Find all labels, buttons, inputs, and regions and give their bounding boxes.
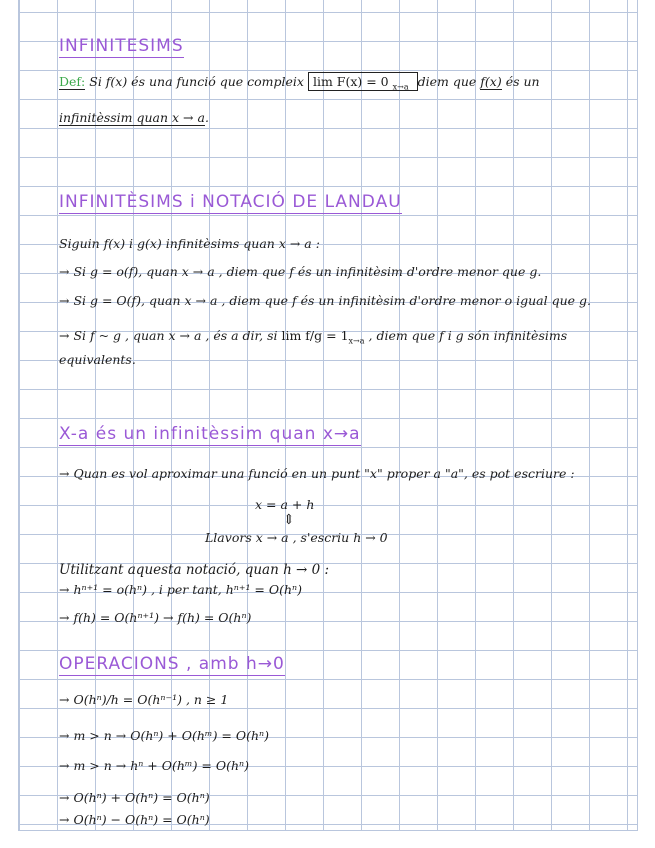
notation-intro: Utilitzant aquesta notació, quan h → 0 :	[59, 562, 330, 578]
landau-bullet-1: → Si g = o(f), quan x → a , diem que f és un infinitèsim d'ordre menor que g.	[59, 264, 542, 279]
limit-box: lim F(x) = 0 $_{x\to a}$	[308, 72, 418, 91]
landau-bullet-3: → Si f ~ g , quan x → a , és a dir, si $\lim f/g = 1_{x\to a}$ , diem que f i g són infinitèsims	[59, 328, 568, 346]
fx-underlined: f(x)	[480, 74, 502, 89]
rule-2: → f(h) = O(hⁿ⁺¹) → f(h) = O(hⁿ)	[59, 610, 252, 625]
es-un: és un	[505, 74, 540, 89]
section-title-operacions: OPERACIONS , amb h→0	[59, 654, 285, 674]
equation-x-a-h: x = a + h	[255, 497, 315, 512]
section-title-infinitesims: INFINITESIMS	[59, 36, 184, 56]
operation-5: → O(hⁿ) − O(hⁿ) = O(hⁿ)	[59, 812, 210, 827]
grid-page	[18, 0, 638, 831]
operation-4: → O(hⁿ) + O(hⁿ) = O(hⁿ)	[59, 790, 210, 805]
def-text: Si f(x) és una funció que compleix	[89, 74, 304, 89]
then-h-to-0: Llavors x → a , s'escriu h → 0	[205, 530, 388, 545]
def-after: diem que	[417, 74, 477, 89]
landau-bullet-3-cont: equivalents.	[59, 352, 136, 367]
rule-1: → hⁿ⁺¹ = o(hⁿ) , i per tant, hⁿ⁺¹ = O(hⁿ)	[59, 582, 302, 597]
section-title-x-minus-a: X-a és un infinitèssim quan x→a	[59, 424, 361, 444]
definition-line-2: infinitèssim quan x → a.	[59, 110, 209, 125]
landau-intro: Siguin f(x) i g(x) infinitèsims quan x → a :	[59, 236, 320, 251]
double-arrow-icon: ⇕	[283, 512, 295, 528]
operation-3: → m > n → hⁿ + O(hᵐ) = O(hⁿ)	[59, 758, 249, 773]
section-title-landau: INFINITÈSIMS i NOTACIÓ DE LANDAU	[59, 192, 402, 212]
approximation-intro: → Quan es vol aproximar una funció en un punt "x" proper a "a", es pot escriure :	[59, 466, 575, 481]
operation-2: → m > n → O(hⁿ) + O(hᵐ) = O(hⁿ)	[59, 728, 269, 743]
def-label: Def:	[59, 74, 86, 89]
equivalence-limit: $\lim f/g = 1_{x\to a}$	[281, 328, 365, 346]
operation-1: → O(hⁿ)/h = O(hⁿ⁻¹) , n ≥ 1	[59, 692, 229, 707]
definition-line-1	[59, 74, 540, 92]
landau-bullet-2: → Si g = O(f), quan x → a , diem que f és un infinitèsim d'ordre menor o igual que g.	[59, 293, 591, 308]
